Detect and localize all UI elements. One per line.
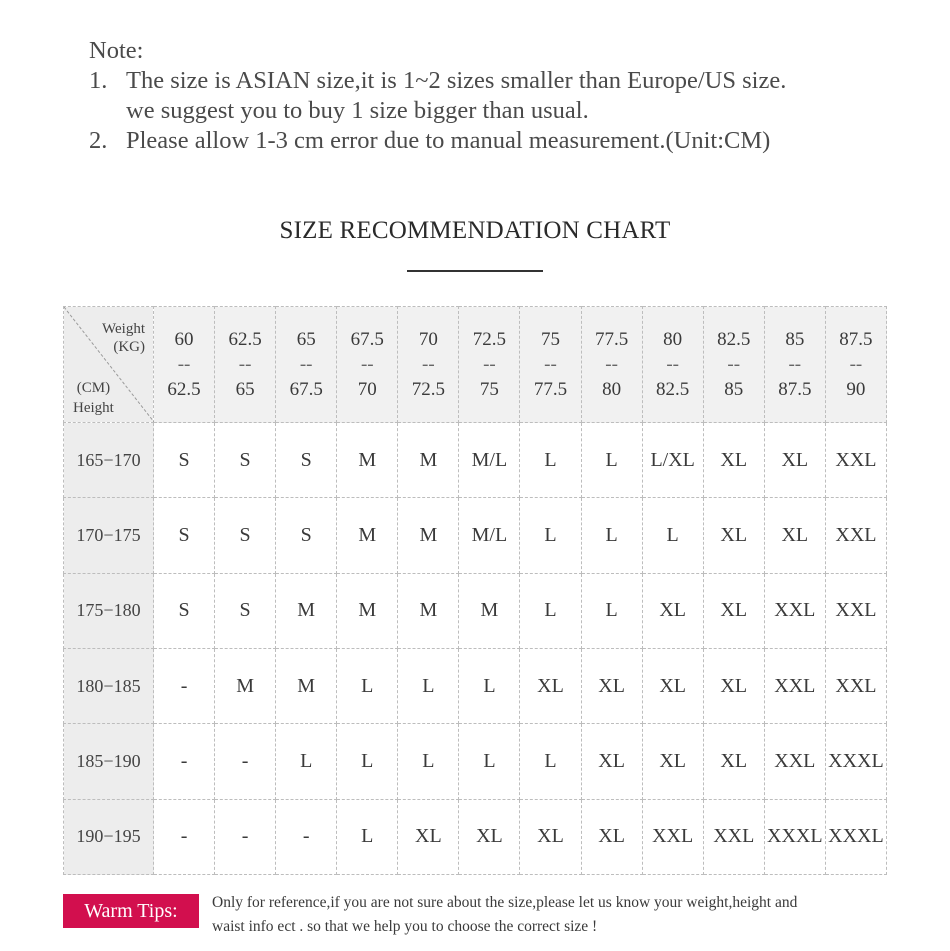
chart-title: SIZE RECOMMENDATION CHART [279,217,671,244]
size-cell: XL [642,724,703,799]
note-item-2 [89,126,786,156]
weight-from: 85 [785,329,805,350]
weight-range-header [764,307,825,423]
note-item-text: The size is ASIAN size,it is 1~2 sizes smaller than Europe/US size. [126,67,787,94]
weight-to: 62.5 [167,379,201,400]
size-cell: XXL [764,648,825,723]
tips-line: waist info ect . so that we help you to choose the correct size ! [212,918,598,935]
size-cell: XL [581,724,642,799]
height-row [64,799,887,874]
note-item-1-continued [89,96,786,126]
size-cell: XXL [825,648,886,723]
size-cell: S [276,423,337,498]
weight-to: 67.5 [289,379,323,400]
size-cell: L [398,724,459,799]
note-item-number: 1. [89,67,108,94]
weight-range-header [276,307,337,423]
size-cell: XXL [764,724,825,799]
size-cell: S [154,573,215,648]
height-row [64,498,887,573]
size-cell: L [520,423,581,498]
size-cell: XL [764,498,825,573]
weight-to: 75 [479,379,499,400]
size-cell: XXL [764,573,825,648]
size-cell: M [398,573,459,648]
height-range-header: 175−180 [64,573,154,648]
height-range-header: 190−195 [64,799,154,874]
weight-to: 72.5 [411,379,445,400]
range-separator: -- [788,354,802,375]
range-separator: -- [666,354,679,375]
range-separator: -- [422,354,435,375]
height-row [64,573,887,648]
size-cell: L [581,423,642,498]
size-cell: M [215,648,276,723]
note-heading: Note: [89,37,144,64]
size-cell: XL [642,573,703,648]
size-cell: L [581,498,642,573]
weight-range-header [337,307,398,423]
size-cell: XL [703,573,764,648]
size-cell: - [215,724,276,799]
size-cell: M [398,498,459,573]
warm-tips-badge: Warm Tips: [63,894,199,928]
size-cell: XL [703,423,764,498]
weight-to: 70 [357,379,377,400]
tips-line: Only for reference,if you are not sure about the size,please let us know your weight,height and [212,894,798,911]
size-cell: L [398,648,459,723]
weight-from: 72.5 [472,329,507,350]
weight-range-header [581,307,642,423]
height-row [64,423,887,498]
size-cell: XL [459,799,520,874]
size-cell: M [459,573,520,648]
size-table [63,306,887,875]
size-cell: S [276,498,337,573]
range-separator: -- [544,354,557,375]
weight-range-header [459,307,520,423]
weight-to: 77.5 [533,379,568,400]
size-cell: XXL [642,799,703,874]
size-cell: M [276,573,337,648]
range-separator: -- [299,354,313,375]
table-corner-cell [64,307,154,423]
size-cell: XL [520,799,581,874]
height-label: Height [73,400,114,416]
weight-range-header [825,307,886,423]
weight-to: 90 [846,379,866,400]
height-range-header: 170−175 [64,498,154,573]
size-cell: - [154,724,215,799]
size-cell: M/L [459,423,520,498]
weight-to: 65 [235,379,255,400]
weight-axis-label [102,320,145,356]
weight-range-header [703,307,764,423]
weight-to: 82.5 [656,379,690,400]
size-cell: S [215,498,276,573]
weight-range-header [215,307,276,423]
height-range-header: 165−170 [64,423,154,498]
size-cell: XXL [703,799,764,874]
size-cell: M/L [459,498,520,573]
size-cell: XL [703,724,764,799]
weight-header-row [64,307,887,423]
weight-from: 87.5 [839,329,873,350]
size-cell: XL [703,498,764,573]
size-cell: XL [581,799,642,874]
weight-range-header [398,307,459,423]
size-cell: L [581,573,642,648]
range-separator: -- [849,354,863,375]
size-cell: M [398,423,459,498]
size-cell: XL [581,648,642,723]
size-cell: L [520,498,581,573]
height-row [64,724,887,799]
weight-label: Weight [102,321,145,337]
size-cell: L [520,573,581,648]
size-cell: - [276,799,337,874]
height-range-header: 185−190 [64,724,154,799]
weight-from: 62.5 [228,329,262,350]
title-underline [407,270,543,272]
note-item-text: Please allow 1-3 cm error due to manual measurement.(Unit:CM) [126,127,771,154]
range-separator: -- [727,354,741,375]
note-block [89,36,786,156]
size-cell: XL [520,648,581,723]
warm-tips-text [212,891,902,939]
size-cell: S [215,423,276,498]
size-cell: XL [642,648,703,723]
size-cell: L [337,648,398,723]
weight-unit: (KG) [113,339,145,355]
weight-from: 65 [296,329,316,350]
size-cell: L [459,648,520,723]
size-cell: XXL [825,423,886,498]
note-item-1 [89,66,786,96]
weight-from: 75 [541,329,560,350]
size-cell: XL [703,648,764,723]
weight-from: 80 [663,329,683,350]
range-separator: -- [483,354,496,375]
size-cell: XXXL [825,799,886,874]
size-cell: S [154,498,215,573]
size-cell: M [337,498,398,573]
range-separator: -- [605,354,618,375]
size-cell: XXL [825,498,886,573]
weight-from: 82.5 [717,329,751,350]
size-cell: XXL [825,573,886,648]
size-cell: XXXL [764,799,825,874]
weight-from: 77.5 [594,329,629,350]
weight-range-header [154,307,215,423]
size-cell: XXXL [825,724,886,799]
weight-to: 80 [602,379,622,400]
size-cell: - [154,648,215,723]
size-cell: L [642,498,703,573]
size-cell: L [276,724,337,799]
size-cell: XL [764,423,825,498]
height-unit: (CM) [76,380,111,396]
size-cell: L [459,724,520,799]
size-cell: XL [398,799,459,874]
weight-from: 70 [418,329,438,350]
height-range-header: 180−185 [64,648,154,723]
weight-range-header [642,307,703,423]
size-cell: L [520,724,581,799]
note-item-number: 2. [89,127,108,154]
weight-to: 85 [724,379,744,400]
weight-from: 67.5 [350,329,384,350]
size-cell: L [337,799,398,874]
size-cell: M [337,573,398,648]
size-cell: - [154,799,215,874]
size-cell: L [337,724,398,799]
weight-from: 60 [174,329,194,350]
size-cell: L/XL [642,423,703,498]
height-row [64,648,887,723]
size-cell: M [276,648,337,723]
range-separator: -- [360,354,374,375]
range-separator: -- [177,354,191,375]
range-separator: -- [238,354,252,375]
size-cell: - [215,799,276,874]
size-cell: S [215,573,276,648]
weight-to: 87.5 [778,379,812,400]
size-cell: S [154,423,215,498]
note-item-text: we suggest you to buy 1 size bigger than usual. [126,97,589,124]
height-axis-label [73,378,114,418]
size-cell: M [337,423,398,498]
weight-range-header [520,307,581,423]
